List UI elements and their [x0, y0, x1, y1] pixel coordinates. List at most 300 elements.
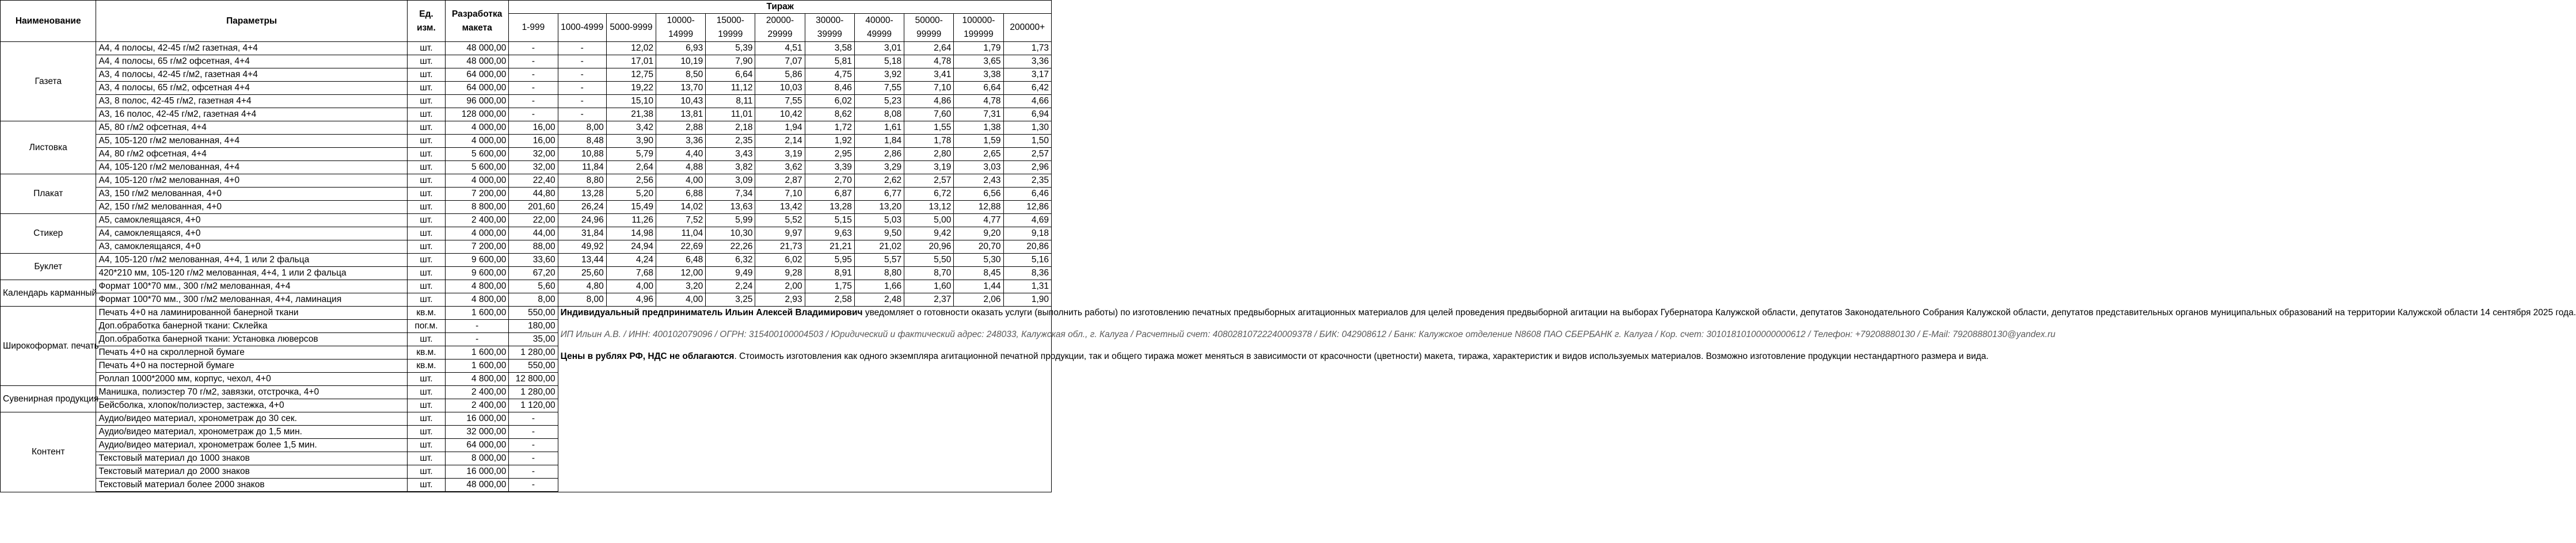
price-cell: 32,00	[509, 148, 558, 161]
price-cell: 4,75	[805, 68, 854, 82]
table-row	[1, 267, 1052, 280]
table-row	[1, 135, 1052, 148]
dev-cell: 64 000,00	[446, 439, 509, 452]
price-cell: 13,28	[805, 201, 854, 214]
price-cell: 4,66	[1003, 95, 1051, 108]
dev-cell: 1 600,00	[446, 360, 509, 373]
param-cell: А3, самоклеящаяся, 4+0	[96, 240, 407, 254]
price-cell: 2,95	[805, 148, 854, 161]
category-name: Листовка	[1, 121, 96, 174]
price-cell: 31,84	[558, 227, 606, 240]
param-cell: Аудио/видео материал, хронометраж до 1,5 мин.	[96, 426, 407, 439]
dev-cell: 2 400,00	[446, 399, 509, 412]
param-cell: 420*210 мм, 105-120 г/м2 мелованная, 4+4, 1 или 2 фальца	[96, 267, 407, 280]
price-cell: -	[509, 82, 558, 95]
price-cell: 1,50	[1003, 135, 1051, 148]
price-cell: -	[558, 108, 606, 121]
price-cell: 24,96	[558, 214, 606, 227]
price-cell: 1,55	[904, 121, 954, 135]
price-cell: 9,97	[755, 227, 805, 240]
unit-cell: шт.	[407, 465, 445, 479]
table-row	[1, 254, 1052, 267]
unit-cell: шт.	[407, 333, 445, 346]
unit-cell: шт.	[407, 399, 445, 412]
price-cell: 201,60	[509, 201, 558, 214]
price-cell: 12,00	[656, 267, 706, 280]
param-cell: А5, самоклеящаяся, 4+0	[96, 214, 407, 227]
price-cell: 3,43	[706, 148, 755, 161]
price-cell: 2,35	[706, 135, 755, 148]
price-cell: -	[509, 55, 558, 68]
dev-cell: 8 800,00	[446, 201, 509, 214]
category-name: Буклет	[1, 254, 96, 280]
price-cell: 1 280,00	[509, 386, 558, 399]
price-cell: 21,38	[606, 108, 656, 121]
param-cell: Доп.обработка банерной ткани: Установка люверсов	[96, 333, 407, 346]
param-cell: А3, 16 полос, 42-45 г/м2, газетная 4+4	[96, 108, 407, 121]
price-cell: 4,80	[558, 280, 606, 293]
price-cell: 16,00	[509, 121, 558, 135]
price-cell: 20,70	[954, 240, 1003, 254]
price-cell: 3,41	[904, 68, 954, 82]
header-range: 40000-49999	[854, 14, 904, 42]
param-cell: Формат 100*70 мм., 300 г/м2 мелованная, 4+4, ламинация	[96, 293, 407, 307]
param-cell: Формат 100*70 мм., 300 г/м2 мелованная, 4+4	[96, 280, 407, 293]
price-cell: 10,42	[755, 108, 805, 121]
price-cell: 2,57	[904, 174, 954, 188]
price-cell: 2,93	[755, 293, 805, 307]
price-cell: 5,30	[954, 254, 1003, 267]
dev-cell: 4 800,00	[446, 280, 509, 293]
header-range: 10000-14999	[656, 14, 706, 42]
price-cell: 6,02	[755, 254, 805, 267]
unit-cell: шт.	[407, 135, 445, 148]
price-cell: 8,48	[558, 135, 606, 148]
price-cell: 6,88	[656, 188, 706, 201]
header-range: 1-999	[509, 14, 558, 42]
price-cell: 4,51	[755, 42, 805, 55]
unit-cell: шт.	[407, 293, 445, 307]
intro-text	[560, 307, 2576, 319]
param-cell: А4, 105-120 г/м2 мелованная, 4+4, 1 или 2 фальца	[96, 254, 407, 267]
header-range: 20000-29999	[755, 14, 805, 42]
price-cell: 1,44	[954, 280, 1003, 293]
price-cell: 2,18	[706, 121, 755, 135]
price-cell: 13,42	[755, 201, 805, 214]
price-cell: 2,88	[656, 121, 706, 135]
price-cell: 2,35	[1003, 174, 1051, 188]
price-cell: 3,58	[805, 42, 854, 55]
unit-cell: пог.м.	[407, 320, 445, 333]
price-cell: 7,55	[854, 82, 904, 95]
price-cell: 2,06	[954, 293, 1003, 307]
header-range: 15000-19999	[706, 14, 755, 42]
price-cell: 7,10	[904, 82, 954, 95]
price-cell: 8,80	[854, 267, 904, 280]
price-cell: 4,00	[656, 293, 706, 307]
price-cell: 1,73	[1003, 42, 1051, 55]
dev-cell: 5 600,00	[446, 161, 509, 174]
unit-cell: шт.	[407, 42, 445, 55]
price-cell: -	[509, 412, 558, 426]
price-cell: 5,18	[854, 55, 904, 68]
price-cell: 5,39	[706, 42, 755, 55]
price-cell: 22,00	[509, 214, 558, 227]
price-cell: 4,86	[904, 95, 954, 108]
price-cell: 1,92	[805, 135, 854, 148]
table-row	[1, 95, 1052, 108]
price-cell: 7,90	[706, 55, 755, 68]
param-cell: А4, 105-120 г/м2 мелованная, 4+0	[96, 174, 407, 188]
unit-cell: шт.	[407, 55, 445, 68]
price-cell: 13,20	[854, 201, 904, 214]
unit-cell: шт.	[407, 161, 445, 174]
price-cell: 3,65	[954, 55, 1003, 68]
price-cell: 4,40	[656, 148, 706, 161]
price-cell: 3,25	[706, 293, 755, 307]
price-cell: 6,48	[656, 254, 706, 267]
unit-cell: шт.	[407, 386, 445, 399]
unit-cell: шт.	[407, 148, 445, 161]
price-cell: 10,43	[656, 95, 706, 108]
param-cell: Текстовый материал более 2000 знаков	[96, 479, 407, 492]
price-cell: 5,15	[805, 214, 854, 227]
price-cell: 10,88	[558, 148, 606, 161]
price-cell: 3,42	[606, 121, 656, 135]
table-row	[1, 240, 1052, 254]
price-cell: -	[558, 82, 606, 95]
price-cell: 2,00	[755, 280, 805, 293]
price-cell: 4,88	[656, 161, 706, 174]
price-cell: 180,00	[509, 320, 558, 333]
price-cell: 3,09	[706, 174, 755, 188]
price-cell: 5,03	[854, 214, 904, 227]
unit-cell: шт.	[407, 214, 445, 227]
param-cell: А5, 105-120 г/м2 мелованная, 4+4	[96, 135, 407, 148]
price-cell: 5,16	[1003, 254, 1051, 267]
price-cell: 2,14	[755, 135, 805, 148]
price-cell: 9,50	[854, 227, 904, 240]
price-cell: 5,23	[854, 95, 904, 108]
price-cell: 6,64	[954, 82, 1003, 95]
price-cell: 8,00	[558, 121, 606, 135]
header-name: Наименование	[1, 1, 96, 42]
price-cell: 1,75	[805, 280, 854, 293]
price-cell: -	[509, 452, 558, 465]
category-name: Сувенирная продукция	[1, 386, 96, 412]
dev-cell: 48 000,00	[446, 42, 509, 55]
price-cell: 6,02	[805, 95, 854, 108]
param-cell: Доп.обработка банерной ткани: Склейка	[96, 320, 407, 333]
price-cell: 2,64	[606, 161, 656, 174]
param-cell: Манишка, полиэстер 70 г/м2, завязки, отстрочка, 4+0	[96, 386, 407, 399]
price-cell: 6,46	[1003, 188, 1051, 201]
price-cell: 8,91	[805, 267, 854, 280]
unit-cell: шт.	[407, 82, 445, 95]
price-cell: 1,31	[1003, 280, 1051, 293]
price-cell: 7,52	[656, 214, 706, 227]
unit-cell: шт.	[407, 108, 445, 121]
price-cell: 24,94	[606, 240, 656, 254]
price-cell: 5,99	[706, 214, 755, 227]
param-cell: Текстовый материал до 2000 знаков	[96, 465, 407, 479]
header-range: 50000-99999	[904, 14, 954, 42]
price-cell: 12,75	[606, 68, 656, 82]
price-cell: 22,69	[656, 240, 706, 254]
prices-body: . Стоимость изготовления как одного экземпляра агитационной печатной продукции, так и общего тиража может меняться в зависимости от красочности (цветности) макета, тиража, характеристик и видов используемых материалов. Возможно изготовление продукции нестандартного размера и вида.	[734, 351, 1989, 361]
unit-cell: шт.	[407, 280, 445, 293]
price-cell: 2,48	[854, 293, 904, 307]
price-cell: -	[558, 55, 606, 68]
prices-heading: Цены в рублях РФ, НДС не облагаются	[560, 351, 735, 361]
notice-block	[558, 307, 2576, 492]
price-cell: 20,96	[904, 240, 954, 254]
price-cell: 21,21	[805, 240, 854, 254]
price-cell: 5,52	[755, 214, 805, 227]
price-cell: 11,01	[706, 108, 755, 121]
price-cell: 13,12	[904, 201, 954, 214]
price-cell: 6,64	[706, 68, 755, 82]
param-cell: А2, 150 г/м2 мелованная, 4+0	[96, 201, 407, 214]
price-cell: 3,17	[1003, 68, 1051, 82]
param-cell: А4, 80 г/м2 офсетная, 4+4	[96, 148, 407, 161]
price-cell: 1,79	[954, 42, 1003, 55]
price-cell: -	[509, 465, 558, 479]
unit-cell: шт.	[407, 240, 445, 254]
price-cell: 8,36	[1003, 267, 1051, 280]
price-cell: 4,78	[954, 95, 1003, 108]
table-row	[1, 161, 1052, 174]
table-header	[1, 1, 1052, 42]
category-name: Газета	[1, 42, 96, 121]
price-cell: 4,00	[656, 174, 706, 188]
dev-cell: 9 600,00	[446, 267, 509, 280]
dev-cell: 5 600,00	[446, 148, 509, 161]
price-cell: 3,29	[854, 161, 904, 174]
price-cell: 6,56	[954, 188, 1003, 201]
unit-cell: шт.	[407, 95, 445, 108]
unit-cell: шт.	[407, 68, 445, 82]
price-cell: 6,87	[805, 188, 854, 201]
price-cell: -	[509, 95, 558, 108]
price-cell: 1,90	[1003, 293, 1051, 307]
price-cell: 8,80	[558, 174, 606, 188]
price-cell: 9,63	[805, 227, 854, 240]
price-cell: 2,70	[805, 174, 854, 188]
dev-cell: 9 600,00	[446, 254, 509, 267]
price-cell: 21,73	[755, 240, 805, 254]
price-cell: 11,04	[656, 227, 706, 240]
param-cell: Роллап 1000*2000 мм, корпус, чехол, 4+0	[96, 373, 407, 386]
unit-cell: шт.	[407, 412, 445, 426]
param-cell: Аудио/видео материал, хронометраж более 1,5 мин.	[96, 439, 407, 452]
table-body	[1, 42, 2576, 492]
price-cell: 7,31	[954, 108, 1003, 121]
price-cell: 6,94	[1003, 108, 1051, 121]
param-cell: Печать 4+0 на скроллерной бумаге	[96, 346, 407, 360]
table-row	[1, 174, 1052, 188]
price-cell: 2,86	[854, 148, 904, 161]
unit-cell: шт.	[407, 227, 445, 240]
param-cell: Печать 4+0 на постерной бумаге	[96, 360, 407, 373]
price-cell: 1,59	[954, 135, 1003, 148]
dev-cell: 4 800,00	[446, 373, 509, 386]
table-row	[1, 42, 1052, 55]
param-cell: А4, 4 полосы, 65 г/м2 офсетная, 4+4	[96, 55, 407, 68]
price-cell: -	[558, 42, 606, 55]
param-cell: Текстовый материал до 1000 знаков	[96, 452, 407, 465]
price-cell: 8,62	[805, 108, 854, 121]
header-range: 200000+	[1003, 14, 1051, 42]
price-cell: 2,58	[805, 293, 854, 307]
param-cell: А3, 8 полос, 42-45 г/м2, газетная 4+4	[96, 95, 407, 108]
price-cell: 2,87	[755, 174, 805, 188]
dev-cell: 4 000,00	[446, 227, 509, 240]
prices-text	[560, 350, 1989, 363]
price-cell: 3,20	[656, 280, 706, 293]
price-cell: 7,34	[706, 188, 755, 201]
price-cell: 12 800,00	[509, 373, 558, 386]
price-cell: 14,02	[656, 201, 706, 214]
price-cell: 12,02	[606, 42, 656, 55]
category-name: Стикер	[1, 214, 96, 254]
price-cell: 3,36	[1003, 55, 1051, 68]
price-cell: 1,61	[854, 121, 904, 135]
price-cell: 11,12	[706, 82, 755, 95]
price-cell: 3,90	[606, 135, 656, 148]
price-cell: 13,28	[558, 188, 606, 201]
price-cell: 49,92	[558, 240, 606, 254]
price-cell: -	[509, 42, 558, 55]
price-cell: 1,94	[755, 121, 805, 135]
dev-cell: 7 200,00	[446, 188, 509, 201]
price-cell: 1,84	[854, 135, 904, 148]
header-params: Параметры	[96, 1, 407, 42]
price-cell: 3,19	[904, 161, 954, 174]
price-cell: 14,98	[606, 227, 656, 240]
category-name: Плакат	[1, 174, 96, 214]
dev-cell: 48 000,00	[446, 479, 509, 492]
price-cell: 550,00	[509, 307, 558, 320]
dev-cell: 7 200,00	[446, 240, 509, 254]
param-cell: А3, 4 полосы, 65 г/м2, офсетная 4+4	[96, 82, 407, 95]
price-cell: 5,57	[854, 254, 904, 267]
price-cell: 10,30	[706, 227, 755, 240]
dev-cell: 4 800,00	[446, 293, 509, 307]
price-cell: 4,78	[904, 55, 954, 68]
price-cell: 2,43	[954, 174, 1003, 188]
price-cell: 550,00	[509, 360, 558, 373]
price-cell: 4,69	[1003, 214, 1051, 227]
price-cell: 3,38	[954, 68, 1003, 82]
price-cell: 17,01	[606, 55, 656, 68]
price-cell: 15,10	[606, 95, 656, 108]
price-cell: 67,20	[509, 267, 558, 280]
intro-body: уведомляет о готовности оказать услуги (выполнить работы) по изготовлению печатных предвыборных агитационных материалов для целей проведения предвыборной агитации на выборах Губернатора Калужской области, депутатов Законодательного Собрания Калужской области, депутатов представительных органов муниципальных образований на территории Калужской области 14 сентября 2025 года.	[862, 308, 2576, 318]
table-row	[1, 214, 1052, 227]
price-cell: 13,63	[706, 201, 755, 214]
unit-cell: шт.	[407, 439, 445, 452]
price-cell: 88,00	[509, 240, 558, 254]
unit-cell: шт.	[407, 201, 445, 214]
price-cell: 21,02	[854, 240, 904, 254]
unit-cell: шт.	[407, 373, 445, 386]
price-cell: 1 120,00	[509, 399, 558, 412]
dev-cell: 1 600,00	[446, 346, 509, 360]
price-cell: 2,64	[904, 42, 954, 55]
table-row	[1, 68, 1052, 82]
price-cell: 2,57	[1003, 148, 1051, 161]
price-cell: 7,07	[755, 55, 805, 68]
price-cell: 5,00	[904, 214, 954, 227]
price-cell: 3,39	[805, 161, 854, 174]
price-cell: 7,60	[904, 108, 954, 121]
price-cell: 19,22	[606, 82, 656, 95]
price-cell: 3,82	[706, 161, 755, 174]
price-cell: 4,24	[606, 254, 656, 267]
table-row	[1, 227, 1052, 240]
unit-cell: шт.	[407, 267, 445, 280]
price-cell: -	[558, 68, 606, 82]
price-cell: 6,72	[904, 188, 954, 201]
dev-cell: 4 000,00	[446, 121, 509, 135]
price-cell: 9,42	[904, 227, 954, 240]
dev-cell: 64 000,00	[446, 82, 509, 95]
param-cell: А4, 4 полосы, 42-45 г/м2 газетная, 4+4	[96, 42, 407, 55]
price-cell: 20,86	[1003, 240, 1051, 254]
table-row	[1, 188, 1052, 201]
table-row	[1, 293, 1052, 307]
price-cell: 13,70	[656, 82, 706, 95]
price-cell: 8,11	[706, 95, 755, 108]
price-cell: 5,60	[509, 280, 558, 293]
header-range: 30000-39999	[805, 14, 854, 42]
param-cell: Печать 4+0 на ламинированной банерной ткани	[96, 307, 407, 320]
table-row	[1, 307, 1052, 320]
dev-cell: 2 400,00	[446, 214, 509, 227]
price-cell: 2,56	[606, 174, 656, 188]
price-cell: 44,80	[509, 188, 558, 201]
price-cell: 4,96	[606, 293, 656, 307]
dev-cell: 32 000,00	[446, 426, 509, 439]
dev-cell: 1 600,00	[446, 307, 509, 320]
price-cell: 10,19	[656, 55, 706, 68]
price-cell: 4,00	[606, 280, 656, 293]
price-cell: 35,00	[509, 333, 558, 346]
price-cell: -	[509, 439, 558, 452]
price-cell: 3,62	[755, 161, 805, 174]
price-cell: 22,40	[509, 174, 558, 188]
unit-cell: кв.м.	[407, 307, 445, 320]
price-cell: 11,84	[558, 161, 606, 174]
price-cell: 6,32	[706, 254, 755, 267]
price-cell: -	[509, 479, 558, 492]
header-range: 100000-199999	[954, 14, 1003, 42]
unit-cell: шт.	[407, 174, 445, 188]
category-name: Календарь карманный	[1, 280, 96, 307]
price-cell: 44,00	[509, 227, 558, 240]
price-cell: 10,03	[755, 82, 805, 95]
dev-cell: 96 000,00	[446, 95, 509, 108]
price-cell: 33,60	[509, 254, 558, 267]
dev-cell: 128 000,00	[446, 108, 509, 121]
price-cell: 8,46	[805, 82, 854, 95]
price-cell: 8,00	[558, 293, 606, 307]
price-cell: 1,60	[904, 280, 954, 293]
price-cell: 5,50	[904, 254, 954, 267]
param-cell: А3, 4 полосы, 42-45 г/м2, газетная 4+4	[96, 68, 407, 82]
price-cell: 2,80	[904, 148, 954, 161]
